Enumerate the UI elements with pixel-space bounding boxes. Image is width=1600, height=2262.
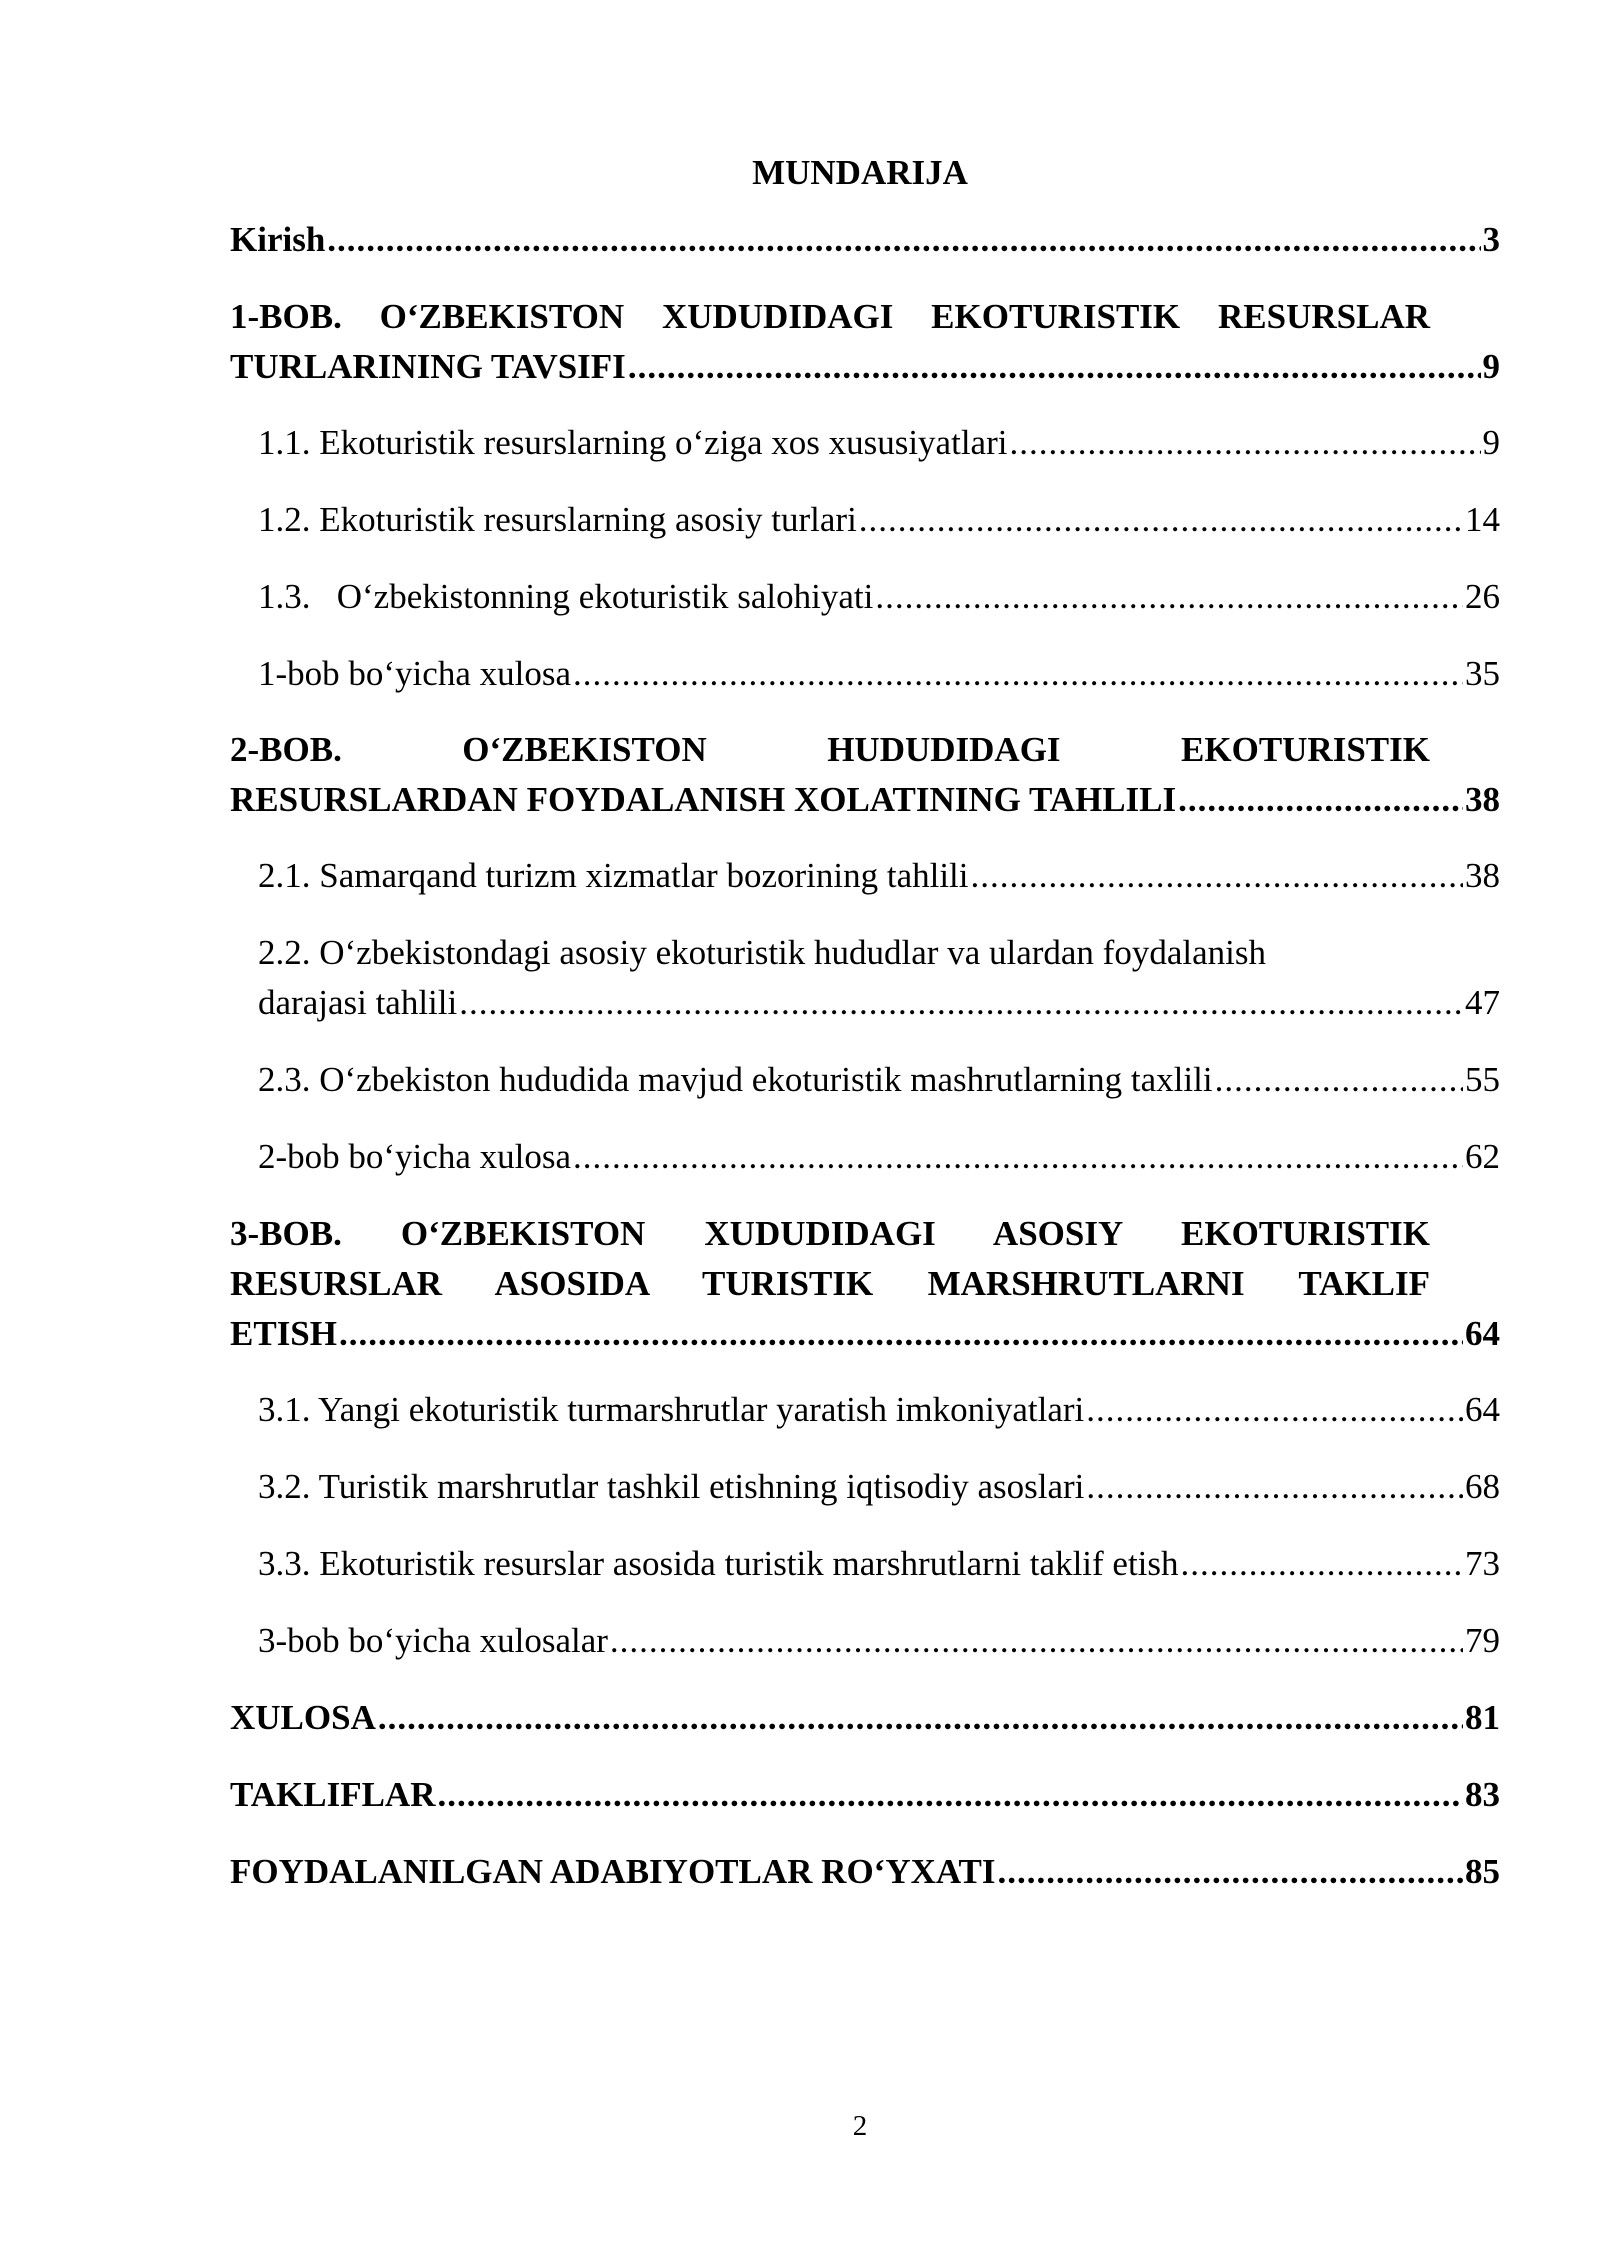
dot-leader	[459, 978, 1463, 1028]
toc-page-number: 62	[1465, 1137, 1500, 1176]
toc-entry-title: XULOSA	[230, 1698, 376, 1737]
toc-entry-chapter-1-conclusion[interactable]	[258, 649, 1500, 699]
toc-entry-chapter-3[interactable]	[230, 1209, 1500, 1359]
toc-entry-title-continued: TURLARINING TAVSIFI	[230, 347, 626, 386]
toc-entry-title: 3-BOB. O‘ZBEKISTON XUDUDIDAGI ASOSIY EKOTURISTIK	[230, 1214, 1430, 1253]
toc-entry-title: FOYDALANILGAN ADABIYOTLAR RO‘YXATI	[230, 1852, 996, 1891]
dot-leader	[1178, 775, 1463, 825]
toc-entry-title: 1.1. Ekoturistik resurslarning o‘ziga xos xususiyatlari	[258, 423, 1008, 462]
toc-page-number: 83	[1465, 1775, 1500, 1814]
toc-page-number: 35	[1465, 654, 1500, 693]
toc-entry-title-continued: RESURSLAR ASOSIDA TURISTIK MARSHRUTLARNI TAKLIF	[230, 1264, 1430, 1303]
toc-entry-title-continued: darajasi tahlili	[258, 983, 458, 1022]
toc-title: MUNDARIJA	[752, 153, 968, 192]
toc-entry-kirish[interactable]	[230, 215, 1500, 265]
toc-entry-title: 1.3. O‘zbekistonning ekoturistik salohiyati	[258, 577, 874, 616]
toc-entry-title: 2.1. Samarqand turizm xizmatlar bozorining tahlili	[258, 856, 969, 895]
toc-page-number: 68	[1465, 1467, 1500, 1506]
toc-page-number: 64	[1465, 1314, 1500, 1353]
dot-leader	[438, 1770, 1464, 1820]
toc-entry-title: 2.3. O‘zbekiston hududida mavjud ekoturistik mashrutlarning taxlili	[258, 1060, 1213, 1099]
toc-page-number: 47	[1465, 983, 1500, 1022]
toc-page-number: 38	[1465, 856, 1500, 895]
toc-entry-chapter-1[interactable]	[230, 292, 1500, 392]
toc-entry-title: 2.2. O‘zbekistondagi asosiy ekoturistik hududlar va ulardan foydalanish	[258, 933, 1266, 972]
toc-entry-title: 1.2. Ekoturistik resurslarning asosiy turlari	[258, 500, 857, 539]
toc-entry-title: 3.3. Ekoturistik resurslar asosida turistik marshrutlarni taklif etish	[258, 1544, 1179, 1583]
toc-page-number: 38	[1465, 780, 1500, 819]
toc-entry-adabiyotlar[interactable]	[230, 1847, 1500, 1897]
toc-entry-xulosa[interactable]	[230, 1693, 1500, 1743]
toc-entry-chapter-2-conclusion[interactable]	[258, 1132, 1500, 1182]
toc-entry-section-1-2[interactable]	[258, 495, 1500, 545]
dot-leader	[378, 1693, 1463, 1743]
toc-entry-title: 2-bob bo‘yicha xulosa	[258, 1137, 571, 1176]
toc-entry-chapter-2[interactable]	[230, 725, 1500, 825]
dot-leader	[1086, 1385, 1463, 1435]
toc-entry-chapter-3-conclusion[interactable]	[258, 1616, 1500, 1666]
dot-leader	[327, 215, 1480, 265]
toc-page-number: 26	[1465, 577, 1500, 616]
toc-entry-title: 3.2. Turistik marshrutlar tashkil etishning iqtisodiy asoslari	[258, 1467, 1085, 1506]
toc-entry-section-3-3[interactable]	[258, 1539, 1500, 1589]
toc-page-number: 73	[1465, 1544, 1500, 1583]
toc-page-number: 81	[1465, 1698, 1500, 1737]
toc-page-number: 3	[1482, 220, 1500, 259]
toc-entry-title-continued: ETISH	[230, 1314, 337, 1353]
toc-entry-section-3-1[interactable]	[258, 1385, 1500, 1435]
toc-entry-takliflar[interactable]	[230, 1770, 1500, 1820]
dot-leader	[1181, 1539, 1463, 1589]
dot-leader	[859, 495, 1463, 545]
dot-leader	[573, 1132, 1463, 1182]
toc-entry-section-2-1[interactable]	[258, 851, 1500, 901]
toc-entry-title: 2-BOB. O‘ZBEKISTON HUDUDIDAGI EKOTURISTIK	[230, 730, 1430, 769]
dot-leader	[875, 572, 1463, 622]
toc-entry-title: 3.1. Yangi ekoturistik turmarshrutlar yaratish imkoniyatlari	[258, 1390, 1085, 1429]
toc-entry-section-1-1[interactable]	[258, 418, 1500, 468]
dot-leader	[971, 851, 1463, 901]
toc-entry-section-2-3[interactable]	[258, 1055, 1500, 1105]
dot-leader	[998, 1847, 1463, 1897]
dot-leader	[610, 1616, 1463, 1666]
page-number: 2	[852, 2110, 868, 2142]
toc-entry-title: TAKLIFLAR	[230, 1775, 436, 1814]
toc-entry-section-3-2[interactable]	[258, 1462, 1500, 1512]
toc-page-number: 85	[1465, 1852, 1500, 1891]
toc-entry-title-continued: RESURSLARDAN FOYDALANISH XOLATINING TAHLILI	[230, 780, 1177, 819]
toc-entry-title: 1-bob bo‘yicha xulosa	[258, 654, 571, 693]
dot-leader	[339, 1309, 1463, 1359]
toc-entry-title: Kirish	[230, 220, 326, 259]
toc-page-number: 9	[1482, 423, 1500, 462]
toc-page-number: 64	[1465, 1390, 1500, 1429]
dot-leader	[573, 649, 1463, 699]
toc-entry-title: 3-bob bo‘yicha xulosalar	[258, 1621, 608, 1660]
dot-leader	[1086, 1462, 1463, 1512]
dot-leader	[1009, 418, 1480, 468]
toc-page-number: 9	[1482, 347, 1500, 386]
toc-page-number: 55	[1465, 1060, 1500, 1099]
toc-entry-section-1-3[interactable]	[258, 572, 1500, 622]
toc-entry-section-2-2[interactable]	[258, 928, 1500, 1028]
toc-page-number: 79	[1465, 1621, 1500, 1660]
dot-leader	[628, 342, 1481, 392]
toc-page-number: 14	[1465, 500, 1500, 539]
toc-entry-title: 1-BOB. O‘ZBEKISTON XUDUDIDAGI EKOTURISTIK RESURSLAR	[230, 297, 1430, 336]
dot-leader	[1215, 1055, 1463, 1105]
